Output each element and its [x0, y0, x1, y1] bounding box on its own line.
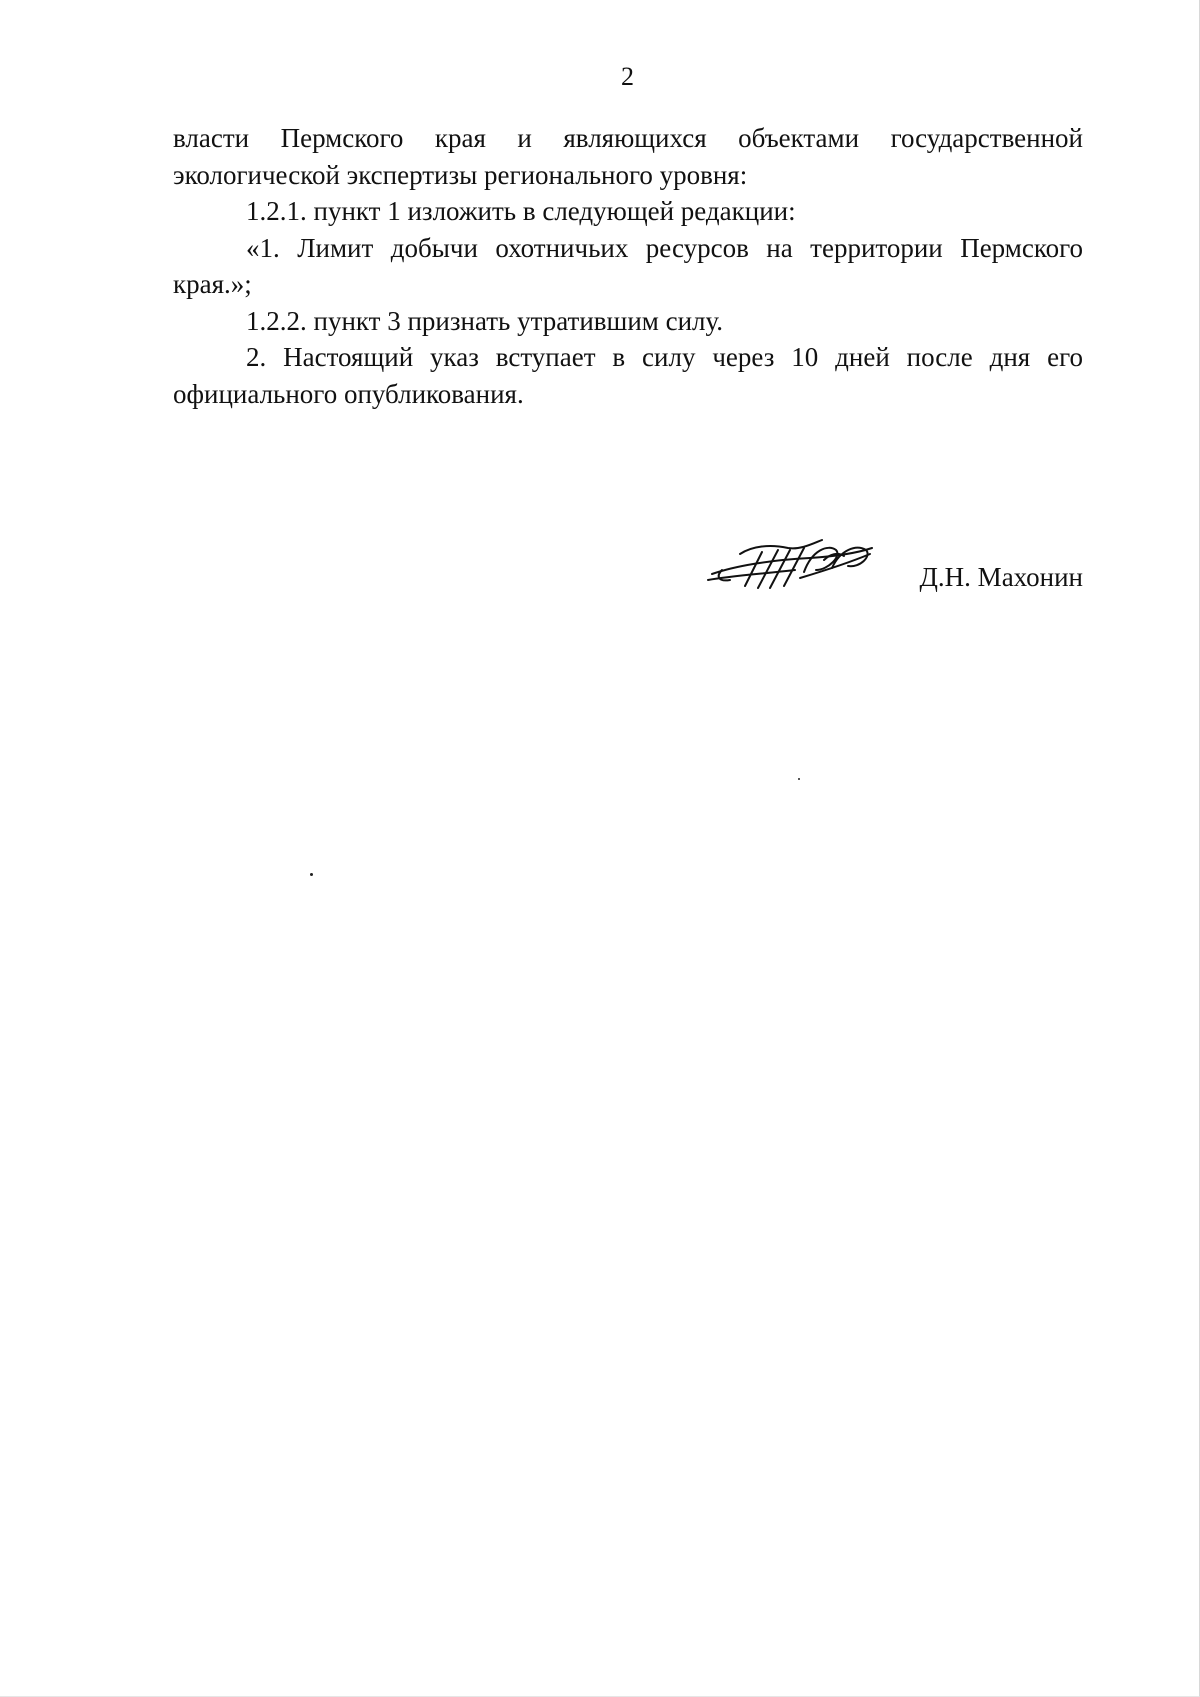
- paragraph-2-effective-date: 2. Настоящий указ вступает в силу через 10 дней после дня его официального опубликования.: [173, 342, 1083, 409]
- scan-speck: [798, 778, 800, 780]
- paragraph-quoted-limit: «1. Лимит добычи охотничьих ресурсов на территории Пермского края.»;: [173, 232, 1083, 299]
- scan-speck: [310, 873, 313, 876]
- paragraph-1-2-1: 1.2.1. пункт 1 изложить в следующей редакции:: [246, 196, 796, 226]
- signature-block: [690, 530, 1083, 600]
- page-number: 2: [621, 62, 634, 91]
- paragraph-1-2-2: 1.2.2. пункт 3 признать утратившим силу.: [246, 305, 724, 336]
- paragraph-continuation: власти Пермского края и являющихся объектами государственной экологической экспертизы регионального уровня:: [173, 123, 1083, 190]
- signer-name: Д.Н. Махонин: [919, 562, 1083, 592]
- handwritten-signature-icon: [700, 530, 890, 600]
- document-body: [173, 120, 1083, 412]
